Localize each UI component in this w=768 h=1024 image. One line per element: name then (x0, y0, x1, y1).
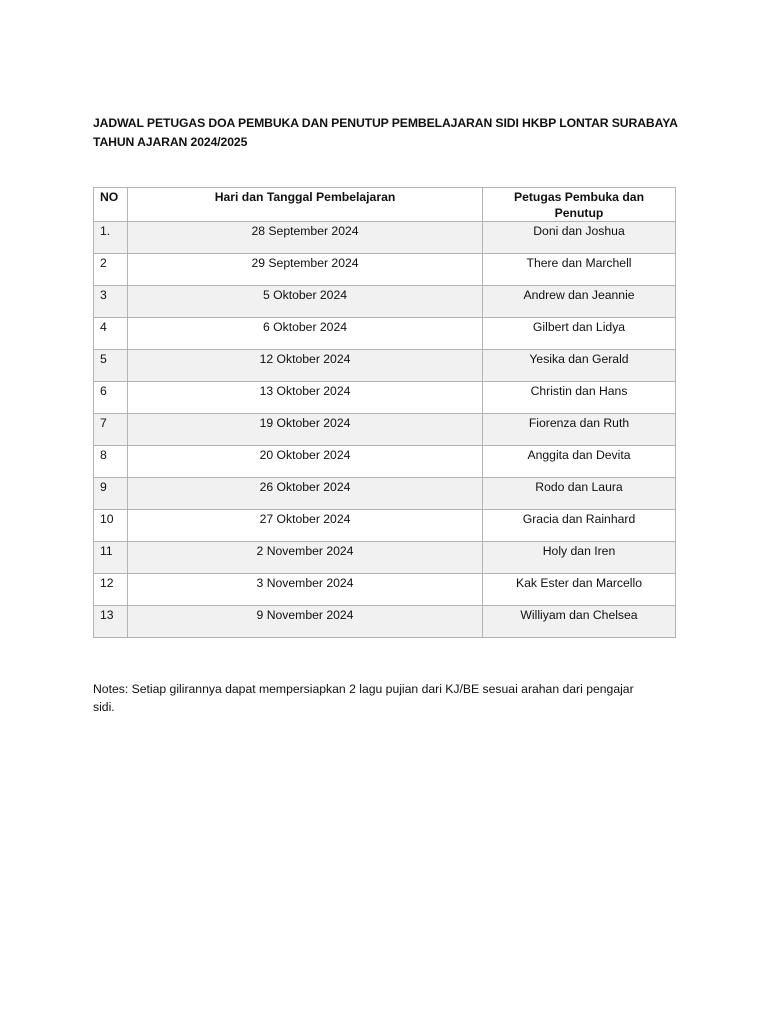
row-officers: Gilbert dan Lidya (483, 318, 676, 350)
table-row (94, 542, 676, 574)
table-row (94, 510, 676, 542)
row-officers: Williyam dan Chelsea (483, 606, 676, 638)
row-officers: Fiorenza dan Ruth (483, 414, 676, 446)
notes-text: Notes: Setiap gilirannya dapat mempersiapkan 2 lagu pujian dari KJ/BE sesuai arahan dari pengajar sidi. (93, 682, 634, 714)
column-header-date: Hari dan Tanggal Pembelajaran (128, 188, 483, 222)
row-number: 11 (94, 542, 128, 574)
table-row (94, 254, 676, 286)
row-date: 5 Oktober 2024 (128, 286, 483, 318)
row-date: 12 Oktober 2024 (128, 350, 483, 382)
row-number: 5 (94, 350, 128, 382)
row-number: 3 (94, 286, 128, 318)
column-header-no: NO (94, 188, 128, 222)
row-officers: Holy dan Iren (483, 542, 676, 574)
table-row (94, 382, 676, 414)
row-number: 12 (94, 574, 128, 606)
column-header-officers: Petugas Pembuka dan Penutup (483, 188, 676, 222)
table-row (94, 478, 676, 510)
table-row (94, 574, 676, 606)
table-row (94, 286, 676, 318)
row-date: 27 Oktober 2024 (128, 510, 483, 542)
row-number: 2 (94, 254, 128, 286)
row-date: 3 November 2024 (128, 574, 483, 606)
row-officers: Rodo dan Laura (483, 478, 676, 510)
row-number: 10 (94, 510, 128, 542)
row-officers: Andrew dan Jeannie (483, 286, 676, 318)
schedule-table (93, 187, 676, 638)
row-date: 6 Oktober 2024 (128, 318, 483, 350)
row-date: 20 Oktober 2024 (128, 446, 483, 478)
row-officers: Christin dan Hans (483, 382, 676, 414)
document-title: JADWAL PETUGAS DOA PEMBUKA DAN PENUTUP PEMBELAJARAN SIDI HKBP LONTAR SURABAYA TAHUN AJARAN 2024/2025 (93, 116, 678, 149)
row-date: 9 November 2024 (128, 606, 483, 638)
row-officers: Anggita dan Devita (483, 446, 676, 478)
table-row (94, 222, 676, 254)
row-officers: Yesika dan Gerald (483, 350, 676, 382)
table-header-row (94, 188, 676, 222)
row-officers: Kak Ester dan Marcello (483, 574, 676, 606)
row-number: 4 (94, 318, 128, 350)
row-date: 26 Oktober 2024 (128, 478, 483, 510)
table-row (94, 446, 676, 478)
row-date: 13 Oktober 2024 (128, 382, 483, 414)
table-row (94, 318, 676, 350)
schedule-table-body (94, 222, 676, 638)
row-number: 7 (94, 414, 128, 446)
table-row (94, 414, 676, 446)
row-date: 29 September 2024 (128, 254, 483, 286)
row-number: 1. (94, 222, 128, 254)
row-officers: Doni dan Joshua (483, 222, 676, 254)
row-number: 8 (94, 446, 128, 478)
row-number: 9 (94, 478, 128, 510)
row-date: 28 September 2024 (128, 222, 483, 254)
row-officers: There dan Marchell (483, 254, 676, 286)
table-row (94, 350, 676, 382)
row-date: 2 November 2024 (128, 542, 483, 574)
row-officers: Gracia dan Rainhard (483, 510, 676, 542)
table-row (94, 606, 676, 638)
row-date: 19 Oktober 2024 (128, 414, 483, 446)
row-number: 6 (94, 382, 128, 414)
row-number: 13 (94, 606, 128, 638)
